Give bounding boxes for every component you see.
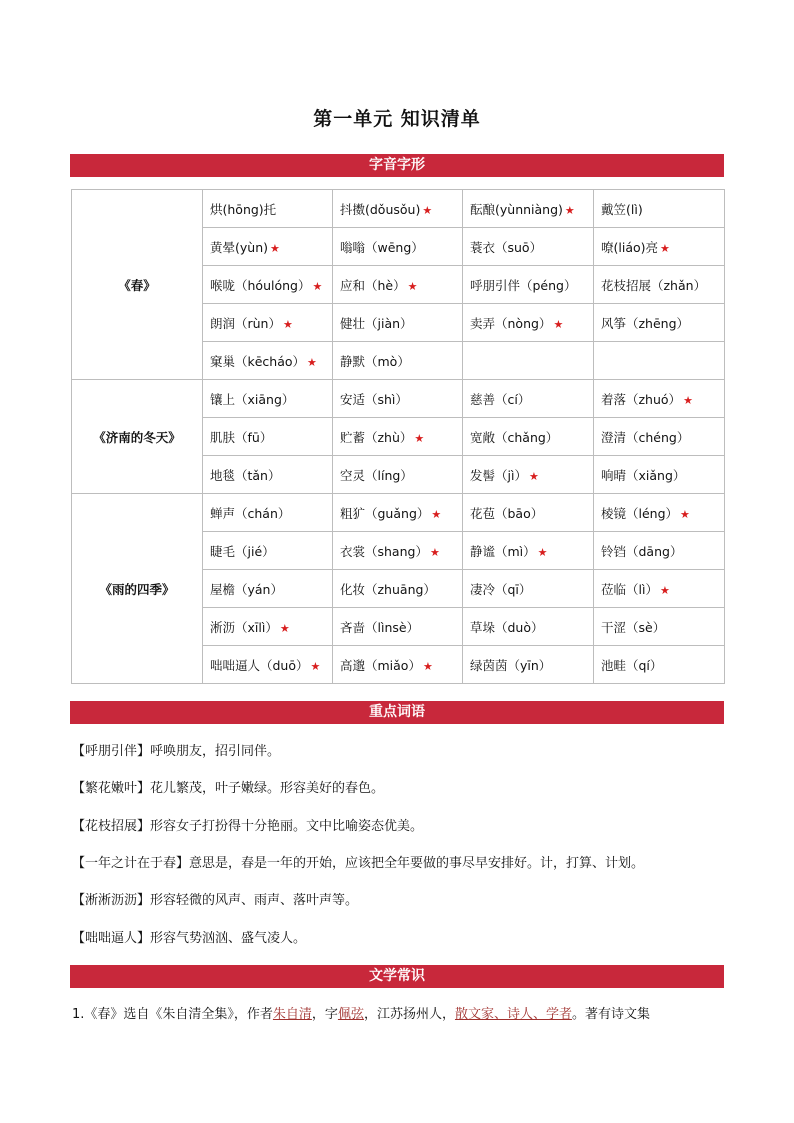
- word-text: 空灵（líng）: [340, 467, 413, 483]
- word-cell: [463, 608, 594, 646]
- word-text: 蓑衣（suō）: [470, 239, 543, 255]
- literature-paragraph: [72, 1003, 732, 1022]
- word-cell: [594, 190, 725, 228]
- literature-text: 。著有诗文集: [571, 1007, 650, 1022]
- keyword-entry: 【淅淅沥沥】形容轻微的风声、雨声、落叶声等。: [72, 893, 359, 908]
- word-text: 铃铛（dāng）: [601, 543, 683, 559]
- star-icon: ★: [414, 431, 425, 445]
- word-cell: [203, 494, 333, 532]
- word-cell: [463, 380, 594, 418]
- literature-text: 1.《春》选自《朱自清全集》，作者: [72, 1007, 273, 1022]
- word-cell: [333, 266, 463, 304]
- word-text: 粗犷（guǎng）: [340, 505, 430, 521]
- word-text: 澄清（chéng）: [601, 429, 690, 445]
- word-cell: [463, 646, 594, 684]
- word-text: 黄晕(yùn): [210, 239, 268, 255]
- word-text: 烘(hōng)托: [210, 201, 277, 217]
- word-text: 干涩（sè）: [601, 619, 666, 635]
- word-text: 睫毛（jié）: [210, 543, 275, 559]
- word-cell: [333, 532, 463, 570]
- word-cell: [333, 304, 463, 342]
- section-header-literature: 文学常识: [70, 965, 724, 988]
- section-label: 《春》: [72, 190, 203, 380]
- literature-text: ，字: [311, 1007, 338, 1022]
- word-cell: [463, 266, 594, 304]
- table-row: [72, 380, 725, 418]
- word-cell: [594, 494, 725, 532]
- star-icon: ★: [537, 545, 548, 559]
- word-text: 花苞（bāo）: [470, 505, 544, 521]
- word-cell: [463, 190, 594, 228]
- keyword-entry: 【繁花嫩叶】花儿繁茂，叶子嫩绿。形容美好的春色。: [72, 781, 385, 796]
- star-icon: ★: [564, 203, 575, 217]
- star-icon: ★: [282, 317, 293, 331]
- word-text: 咄咄逼人（duō）: [210, 657, 309, 673]
- keyword-entry: 【花枝招展】形容女子打扮得十分艳丽。文中比喻姿态优美。: [72, 819, 424, 834]
- word-text: 应和（hè）: [340, 277, 406, 293]
- star-icon: ★: [422, 203, 433, 217]
- word-text: 化妆（zhuāng）: [340, 581, 436, 597]
- word-text: 宽敞（chǎng）: [470, 429, 559, 445]
- word-text: 呼朋引伴（péng）: [470, 277, 577, 293]
- star-icon: ★: [307, 355, 317, 369]
- word-text: 地毯（tǎn）: [210, 467, 281, 483]
- section-label: 《雨的四季》: [72, 494, 203, 684]
- highlighted-term: 佩弦: [337, 1007, 364, 1022]
- literature-text: ，江苏扬州人，: [363, 1007, 455, 1022]
- word-text: 健壮（jiàn）: [340, 315, 413, 331]
- word-text: 戴笠(lì): [601, 201, 643, 217]
- keyword-entry: 【一年之计在于春】意思是，春是一年的开始，应该把全年要做的事尽早安排好。计，打算、计划。: [72, 856, 645, 871]
- word-cell: [203, 456, 333, 494]
- section-header-pronunciation: 字音字形: [70, 154, 724, 177]
- word-text: 喉咙（hóulóng）: [210, 277, 311, 293]
- word-cell: [333, 608, 463, 646]
- word-text: 贮蓄（zhù）: [340, 429, 413, 445]
- table-row: [72, 494, 725, 532]
- word-cell: [463, 418, 594, 456]
- word-cell: [203, 532, 333, 570]
- word-cell: [594, 646, 725, 684]
- word-cell: [333, 570, 463, 608]
- word-text: 风筝（zhēng）: [601, 315, 690, 331]
- word-cell: [594, 532, 725, 570]
- word-cell: [594, 456, 725, 494]
- word-text: 安适（shì）: [340, 391, 408, 407]
- word-cell: [333, 342, 463, 380]
- star-icon: ★: [429, 545, 440, 559]
- word-text: 凄冷（qī）: [470, 581, 532, 597]
- word-cell: [463, 570, 594, 608]
- word-cell: [333, 646, 463, 684]
- word-text: 发髻（jì）: [470, 467, 527, 483]
- star-icon: ★: [553, 317, 564, 331]
- star-icon: ★: [683, 393, 693, 407]
- word-text: 窠巢（kēcháo）: [210, 353, 306, 369]
- word-cell: [203, 228, 333, 266]
- word-text: 慈善（cí）: [470, 391, 531, 407]
- star-icon: ★: [279, 621, 290, 635]
- word-text: 卖弄（nòng）: [470, 315, 552, 331]
- word-text: 酝酿(yùnniàng): [470, 201, 563, 217]
- word-cell: [594, 304, 725, 342]
- section-header-keywords: 重点词语: [70, 701, 724, 724]
- table-row: [72, 190, 725, 228]
- highlighted-term: 散文家、诗人、学者: [454, 1007, 572, 1022]
- word-cell: [463, 342, 594, 380]
- word-cell: [594, 266, 725, 304]
- pronunciation-table: [71, 189, 725, 684]
- word-cell: [203, 646, 333, 684]
- word-text: 吝啬（lìnsè）: [340, 619, 420, 635]
- word-cell: [203, 418, 333, 456]
- word-cell: [594, 418, 725, 456]
- word-text: 池畦（qí）: [601, 657, 663, 673]
- word-cell: [203, 380, 333, 418]
- word-cell: [203, 266, 333, 304]
- word-text: 静默（mò）: [340, 353, 410, 369]
- word-cell: [463, 494, 594, 532]
- star-icon: ★: [680, 507, 690, 521]
- word-text: 响晴（xiǎng）: [601, 467, 686, 483]
- word-cell: [203, 342, 333, 380]
- word-cell: [463, 532, 594, 570]
- word-text: 绿茵茵（yīn）: [470, 657, 552, 673]
- word-text: 花枝招展（zhǎn）: [601, 277, 707, 293]
- page-title: 第一单元 知识清单: [313, 108, 481, 130]
- word-cell: [594, 228, 725, 266]
- word-cell: [333, 380, 463, 418]
- word-text: 抖擞(dǒusǒu): [340, 201, 421, 217]
- word-text: 嘹(liáo)亮: [601, 239, 659, 255]
- star-icon: ★: [528, 469, 539, 483]
- word-cell: [203, 190, 333, 228]
- star-icon: ★: [659, 583, 670, 597]
- word-text: 朗润（rùn）: [210, 315, 281, 331]
- word-text: 蝉声（chán）: [210, 505, 291, 521]
- word-cell: [463, 228, 594, 266]
- word-cell: [203, 304, 333, 342]
- section-label: 《济南的冬天》: [72, 380, 203, 494]
- word-cell: [333, 190, 463, 228]
- star-icon: ★: [660, 241, 670, 255]
- word-text: 棱镜（léng）: [601, 505, 679, 521]
- word-text: 静谧（mì）: [470, 543, 536, 559]
- word-text: 淅沥（xīlì）: [210, 619, 278, 635]
- word-text: 高邈（miǎo）: [340, 657, 421, 673]
- word-cell: [333, 228, 463, 266]
- star-icon: ★: [431, 507, 442, 521]
- word-text: 莅临（lì）: [601, 581, 658, 597]
- word-cell: [333, 494, 463, 532]
- word-cell: [594, 570, 725, 608]
- word-cell: [333, 418, 463, 456]
- star-icon: ★: [270, 241, 280, 255]
- word-cell: [594, 380, 725, 418]
- word-text: 嗡嗡（wēng）: [340, 239, 424, 255]
- star-icon: ★: [312, 279, 323, 293]
- highlighted-term: 朱自清: [272, 1007, 312, 1022]
- keyword-entry: 【咄咄逼人】形容气势汹汹、盛气凌人。: [72, 931, 307, 946]
- keyword-entry: 【呼朋引伴】呼唤朋友，招引同伴。: [72, 744, 281, 759]
- word-cell: [463, 304, 594, 342]
- star-icon: ★: [407, 279, 418, 293]
- word-cell: [203, 608, 333, 646]
- word-text: 草垛（duò）: [470, 619, 544, 635]
- word-text: 肌肤（fū）: [210, 429, 273, 445]
- word-text: 镶上（xiāng）: [210, 391, 295, 407]
- star-icon: ★: [422, 659, 433, 673]
- word-cell: [463, 456, 594, 494]
- word-cell: [203, 570, 333, 608]
- word-cell: [594, 342, 725, 380]
- word-text: 屋檐（yán）: [210, 581, 283, 597]
- word-cell: [333, 456, 463, 494]
- word-text: 着落（zhuó）: [601, 391, 682, 407]
- word-text: 衣裳（shang）: [340, 543, 428, 559]
- word-cell: [594, 608, 725, 646]
- star-icon: ★: [310, 659, 321, 673]
